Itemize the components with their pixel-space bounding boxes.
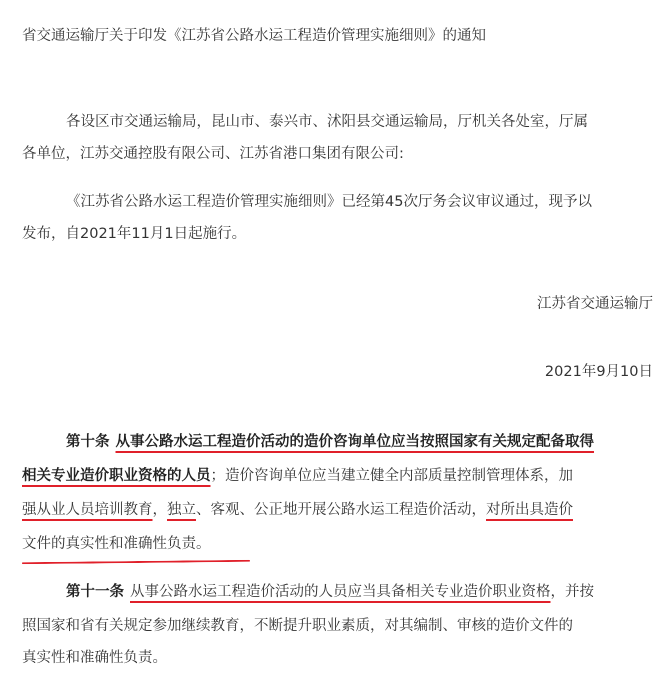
article-11-label: 第十一条 [66,584,124,600]
article-10-highlight-2: 相关专业造价职业资格的人员 [22,468,211,484]
article-11-text-1: ，并按 [550,584,594,600]
article-10-line-4: 文件的真实性和准确性负责。 [22,536,211,552]
article-11-highlight-1: 从事公路水运工程造价活动的人员应当具备相关专业造价职业资格 [130,584,551,600]
article-11-line-1 [66,578,594,606]
article-10-line-3 [22,496,573,524]
article-10-line-2 [22,462,573,490]
article-10-highlight-3: 强从业人员培训教育 [22,502,153,518]
notice-title: 省交通运输厅关于印发《江苏省公路水运工程造价管理实施细则》的通知 [22,28,486,44]
addressee-line-2: 各单位，江苏交通控股有限公司、江苏省港口集团有限公司: [22,146,404,162]
notice-body-line-1: 《江苏省公路水运工程造价管理实施细则》已经第45次厅务会议审议通过，现予以 [66,194,592,210]
notice-body-line-2: 发布，自2021年11月1日起施行。 [22,226,247,242]
issuer-signature: 江苏省交通运输厅 [537,296,653,312]
article-10-comma: ， [152,502,167,518]
article-10-highlight-5: 对所出具造价 [486,502,573,518]
article-10-highlight-4: 独立 [167,502,196,518]
addressee-line-1: 各设区市交通运输局，昆山市、泰兴市、沭阳县交通运输局，厅机关各处室，厅属 [66,114,588,130]
article-11-line-2: 照国家和省有关规定参加继续教育，不断提升职业素质，对其编制、审核的造价文件的 [22,618,573,634]
issue-date: 2021年9月10日 [544,364,653,380]
red-pen-underline [22,560,250,564]
article-10-text-2: ；造价咨询单位应当建立健全内部质量控制管理体系，加 [210,468,573,484]
article-10-line-1 [66,428,594,456]
article-10-text-3: 、客观、公正地开展公路水运工程造价活动， [196,502,486,518]
article-10-highlight-1: 从事公路水运工程造价活动的造价咨询单位应当按照国家有关规定配备取得 [115,434,594,450]
article-10-label: 第十条 [66,434,110,450]
article-11-line-3: 真实性和准确性负责。 [22,650,167,666]
